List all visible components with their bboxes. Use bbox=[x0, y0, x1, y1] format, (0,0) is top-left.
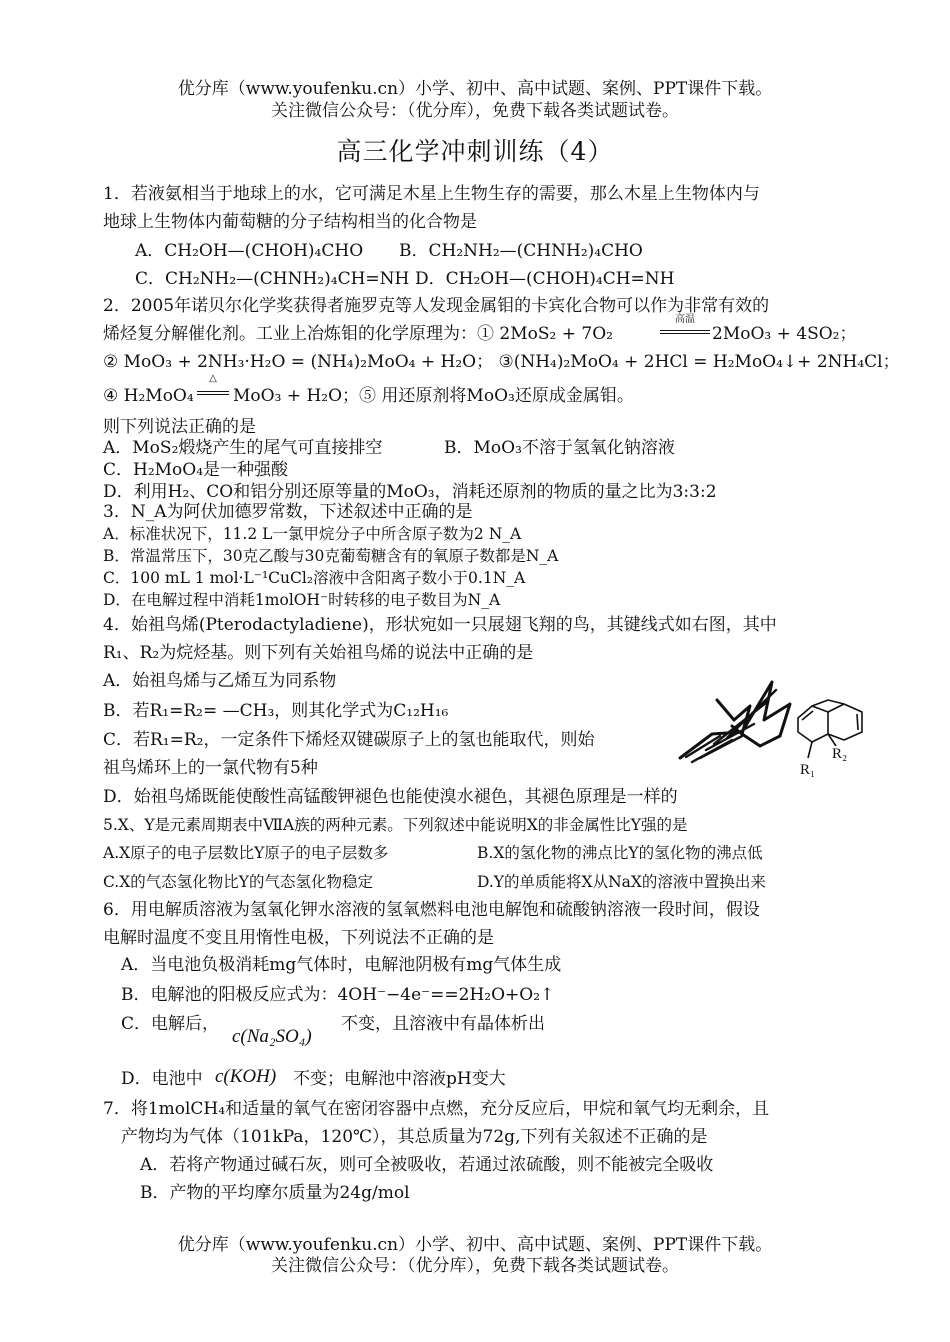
q6-stem-1: 6．用电解质溶液为氢氧化钾水溶液的氢氧燃料电池电解饱和硫酸钠溶液一段时间，假设 bbox=[103, 900, 760, 920]
q6-option-b: B．电解池的阳极反应式为：4OH⁻−4e⁻==2H₂O+O₂↑ bbox=[121, 985, 555, 1005]
q4-option-a: A．始祖鸟烯与乙烯互为同系物 bbox=[103, 671, 337, 691]
bond-r1 bbox=[808, 742, 812, 758]
q5-option-b: B.X的氢化物的沸点比Y的氢化物的沸点低 bbox=[477, 844, 763, 862]
header-line-2: 关注微信公众号：（优分库），免费下载各类试题试卷。 bbox=[271, 101, 679, 121]
q2-option-c: C．H₂MoO₄是一种强酸 bbox=[103, 460, 289, 480]
q4-option-c-1: C．若R₁=R₂，一定条件下烯烃双键碳原子上的氢也能取代，则始 bbox=[103, 730, 595, 750]
footer-line-1: 优分库（www.youfenku.cn）小学、初中、高中试题、案例、PPT课件下载。 bbox=[177, 1235, 773, 1255]
q2-stem-5: 则下列说法正确的是 bbox=[103, 417, 256, 437]
q2-option-a: A．MoS₂煅烧产生的尾气可直接排空 bbox=[103, 438, 383, 458]
q6-formula-koh: c(KOH) bbox=[215, 1066, 277, 1087]
q7-stem-1: 7．将1molCH₄和适量的氧气在密闭容器中点燃，充分反应后，甲烷和氧气均无剩余，且 bbox=[103, 1099, 770, 1119]
q6-option-c-prefix: C．电解后， bbox=[121, 1014, 220, 1034]
q1-option-d: D．CH₂OH—(CHOH)₄CH=NH bbox=[415, 269, 675, 289]
q2-condition-high-temp: 高温 bbox=[675, 314, 695, 325]
molecule-drawing bbox=[672, 662, 882, 780]
q1-option-a: A．CH₂OH—(CHOH)₄CHO bbox=[135, 241, 364, 261]
q6-option-c-suffix: 不变，且溶液中有晶体析出 bbox=[341, 1014, 545, 1034]
q6-option-d-prefix: D．电池中 bbox=[121, 1069, 203, 1089]
bird-body bbox=[742, 734, 780, 746]
q4-option-c-2: 祖鸟烯环上的一氯代物有5种 bbox=[103, 758, 318, 778]
q7-option-a: A．若将产物通过碱石灰，则可全被吸收，若通过浓硫酸，则不能被完全吸收 bbox=[140, 1155, 714, 1175]
q2-stem-4b: MoO₃ + H₂O；⑤ 用还原剂将MoO₃还原成金属钼。 bbox=[233, 386, 634, 406]
q2-stem-2b: 2MoO₃ + 4SO₂； bbox=[712, 324, 857, 344]
q4-option-d: D．始祖鸟烯既能使酸性高锰酸钾褪色也能使溴水褪色，其褪色原理是一样的 bbox=[103, 787, 678, 807]
q2-stem-2a: 烯烃复分解催化剂。工业上冶炼钼的化学原理为：① 2MoS₂ + 7O₂ bbox=[103, 324, 613, 344]
q4-stem-2: R₁、R₂为烷烃基。则下列有关始祖鸟烯的说法中正确的是 bbox=[103, 643, 534, 663]
q1-option-c: C．CH₂NH₂—(CHNH₂)₄CH=NH bbox=[135, 269, 410, 289]
q2-option-d: D．利用H₂、CO和铝分别还原等量的MoO₃，消耗还原剂的物质的量之比为3:3:2 bbox=[103, 482, 717, 502]
q6-stem-2: 电解时温度不变且用惰性电极，下列说法不正确的是 bbox=[103, 928, 494, 948]
q5-option-c: C.X的气态氢化物比Y的气态氢化物稳定 bbox=[103, 873, 374, 891]
q7-option-b: B．产物的平均摩尔质量为24g/mol bbox=[140, 1183, 410, 1203]
q2-equals-sign-1 bbox=[660, 330, 710, 334]
q3-option-a: A．标准状况下，11.2 L一氯甲烷分子中所含原子数为2 N_A bbox=[103, 525, 522, 543]
q2-option-b: B．MoO₃不溶于氢氧化钠溶液 bbox=[444, 438, 675, 458]
q1-stem-1: 1．若液氨相当于地球上的水，它可满足木星上生物生存的需要，那么木星上生物体内与 bbox=[103, 184, 760, 204]
q5-option-a: A.X原子的电子层数比Y原子的电子层数多 bbox=[103, 844, 389, 862]
q6-option-a: A．当电池负极消耗mg气体时，电解池阴极有mg气体生成 bbox=[121, 955, 562, 975]
q3-option-b: B．常温常压下，30克乙酸与30克葡萄糖含有的氧原子数都是N_A bbox=[103, 547, 559, 565]
q2-stem-1: 2．2005年诺贝尔化学奖获得者施罗克等人发现金属钼的卡宾化合物可以作为非常有效的 bbox=[103, 296, 770, 316]
q5-option-d: D.Y的单质能将X从NaX的溶液中置换出来 bbox=[477, 873, 766, 891]
q1-stem-2: 地球上生物体内葡萄糖的分子结构相当的化合物是 bbox=[103, 212, 477, 232]
q3-option-c: C．100 mL 1 mol·L⁻¹CuCl₂溶液中含阳离子数小于0.1N_A bbox=[103, 569, 526, 587]
q2-stem-4a: ④ H₂MoO₄ bbox=[103, 386, 194, 406]
q7-stem-2: 产物均为气体（101kPa，120℃），其总质量为72g,下列有关叙述不正确的是 bbox=[121, 1127, 708, 1147]
q5-stem: 5.X、Y是元素周期表中ⅦA族的两种元素。下列叙述中能说明X的非金属性比Y强的是 bbox=[103, 816, 688, 834]
footer-line-2: 关注微信公众号：（优分库），免费下载各类试题试卷。 bbox=[271, 1256, 679, 1276]
header-line-1: 优分库（www.youfenku.cn）小学、初中、高中试题、案例、PPT课件下载。 bbox=[177, 79, 773, 99]
q2-condition-heat: △ bbox=[209, 373, 217, 384]
q2-stem-3: ② MoO₃ + 2NH₃·H₂O = (NH₄)₂MoO₄ + H₂O； ③(NH₄)₂MoO₄ + 2HCl = H₂MoO₄↓+ 2NH₄Cl； bbox=[103, 352, 900, 372]
figure-label-r1: R₁ bbox=[800, 762, 816, 778]
q4-option-b: B．若R₁=R₂= —CH₃，则其化学式为C₁₂H₁₆ bbox=[103, 701, 449, 721]
figure-label-r2: R₂ bbox=[832, 746, 848, 762]
page-title: 高三化学冲刺训练（4） bbox=[336, 137, 614, 166]
q6-option-d-suffix: 不变；电解池中溶液pH变大 bbox=[293, 1069, 506, 1089]
bridge-top bbox=[812, 700, 844, 706]
q4-stem-1: 4．始祖鸟烯(Pterodactyladiene)，形状宛如一只展翅飞翔的鸟，其键线式如右图，其中 bbox=[103, 615, 777, 635]
q1-option-b: B．CH₂NH₂—(CHNH₂)₄CHO bbox=[399, 241, 643, 261]
ring-right-double-bond bbox=[857, 714, 858, 730]
pterodactyladiene-figure bbox=[672, 662, 882, 780]
q2-equals-sign-2 bbox=[197, 391, 229, 395]
q3-option-d: D．在电解过程中消耗1molOH⁻时转移的电子数目为N_A bbox=[103, 591, 501, 609]
q3-stem: 3．N_A为阿伏加德罗常数，下述叙述中正确的是 bbox=[103, 502, 473, 522]
q6-formula-na2so4: c(Na₂SO₄) bbox=[232, 1026, 312, 1047]
